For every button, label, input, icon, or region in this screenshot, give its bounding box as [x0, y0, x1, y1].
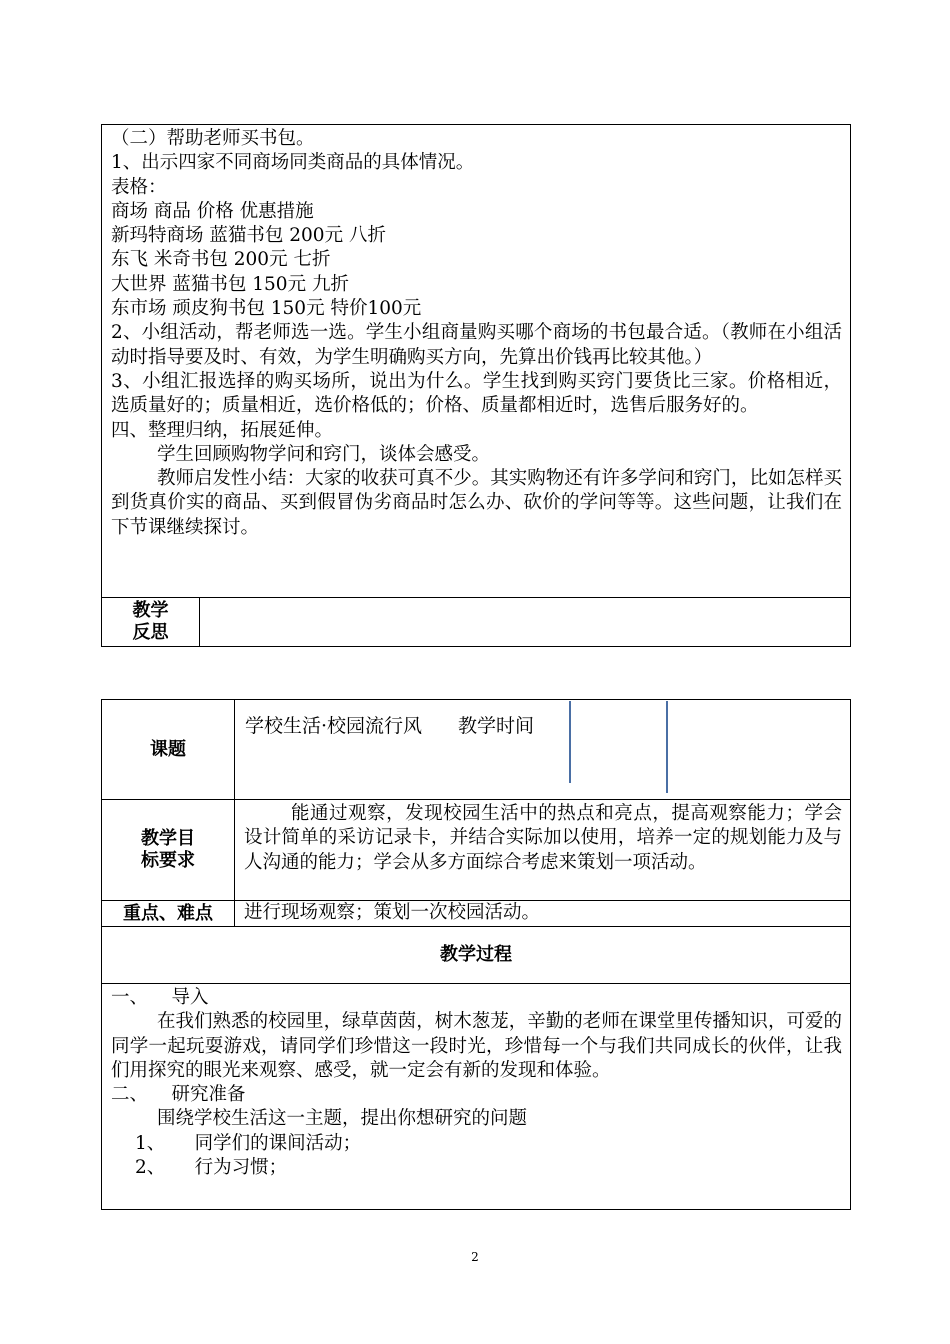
reflection-label-line: 教学: [132, 600, 169, 621]
process-heading: 教学过程: [102, 927, 851, 984]
prep-text: 围绕学校生活这一主题，提出你想研究的问题: [157, 1108, 528, 1130]
page-number: 2: [471, 1250, 479, 1264]
goals-cell: [235, 800, 851, 901]
topic-label: 课题: [102, 700, 235, 800]
list-item: 1、 同学们的课间活动；: [135, 1132, 362, 1154]
text-line: 1、出示四家不同商场同类商品的具体情况。: [111, 152, 475, 174]
goals-label-line: 标要求: [141, 850, 195, 871]
key-points-text: 进行现场观察；策划一次校园活动。: [244, 902, 541, 923]
key-points-cell: [235, 901, 851, 927]
teaching-process-cell: [102, 125, 851, 598]
table-row-line: 东飞 米奇书包 200元 七折: [111, 249, 331, 271]
prep-heading: 二、 研究准备: [111, 1084, 246, 1106]
topic-cell: [235, 700, 851, 800]
section-heading: （二）帮助老师买书包。: [111, 128, 315, 149]
teaching-time-label: 教学时间: [458, 715, 535, 737]
intro-text: 在我们熟悉的校园里，绿草茵茵，树木葱茏，辛勤的老师在课堂里传播知识，可爱的同学一起玩耍游戏，请同学们珍惜这一段时光，珍惜每一个与我们共同成长的伙伴，让我们用探究的眼光来观察、感受，就一定会有新的发现和体验。: [111, 1011, 842, 1081]
teacher-summary: 教师启发性小结：大家的收获可真不少。其实购物还有许多学问和窍门，比如怎样买到货真价实的商品、买到假冒伪劣商品时怎么办、砍价的学问等等。这些问题，让我们在下节课继续探讨。: [111, 468, 843, 538]
goals-text: 能通过观察，发现校园生活中的热点和亮点，提高观察能力；学会设计简单的采访记录卡，并结合实际加以使用，培养一定的规划能力及与人沟通的能力；学会从多方面综合考虑来策划一项活动。: [244, 803, 842, 873]
lesson-plan-table-2: [101, 699, 851, 1210]
key-points-label: 重点、难点: [102, 901, 235, 927]
list-item: 2、 行为习惯；: [135, 1157, 288, 1179]
section-heading: 四、整理归纳，拓展延伸。: [111, 419, 334, 441]
goals-label-line: 教学目: [141, 828, 195, 849]
table-row-line: 东市场 顽皮狗书包 150元 特价100元: [111, 298, 422, 320]
table-row-line: 新玛特商场 蓝猫书包 200元 八折: [111, 225, 386, 247]
goals-label: [102, 800, 235, 901]
table-row-line: 大世界 蓝猫书包 150元 九折: [111, 273, 349, 295]
reflection-label-line: 反思: [132, 622, 169, 643]
text-line: 学生回顾购物学问和窍门，谈体会感受。: [157, 443, 491, 465]
process-content-cell: [102, 984, 851, 1210]
lesson-plan-table-1: [101, 124, 851, 647]
paragraph-group-report: 3、小组汇报选择的购买场所，说出为什么。学生找到购买窍门要货比三家。价格相近，选质量好的；质量相近，选价格低的；价格、质量都相近时，选售后服务好的。: [111, 370, 843, 417]
paragraph-group-activity: 2、小组活动，帮老师选一选。学生小组商量购买哪个商场的书包最合适。（教师在小组活动时指导要及时、有效，为学生明确购买方向，先算出价钱再比较其他。）: [111, 322, 843, 368]
vertical-line-mark: [569, 701, 571, 783]
intro-heading: 一、 导入: [111, 987, 209, 1008]
vertical-line-mark: [666, 701, 668, 793]
text-line: 表格：: [111, 176, 167, 198]
reflection-value: [200, 598, 851, 647]
reflection-label: [102, 598, 200, 647]
topic-value: 学校生活·校园流行风: [245, 715, 423, 737]
table-header-line: 商场 商品 价格 优惠措施: [111, 200, 314, 222]
